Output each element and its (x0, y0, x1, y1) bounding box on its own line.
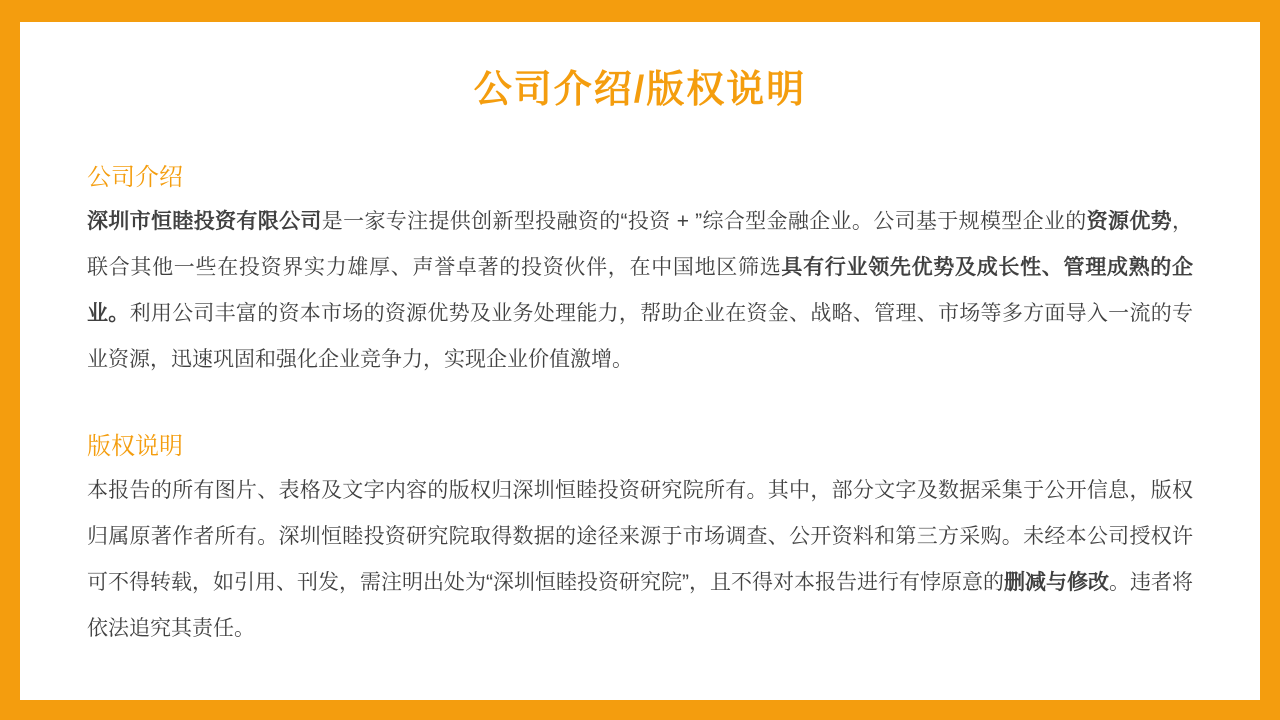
page-title: 公司介绍/版权说明 (473, 69, 807, 111)
copyright-paragraph (87, 468, 1193, 652)
text-run: 。违者将依法追究其责任。 (87, 570, 1194, 640)
section-heading-company-intro: 公司介绍 (87, 163, 183, 191)
section-company-intro (87, 162, 1193, 383)
text-run: 利用公司丰富的资本市场的资源优势及业务处理能力，帮助企业在资金、战略、管理、市场等多方面导入一流的专业资源，迅速巩固和强化企业竞争力，实现企业价值激增。 (87, 301, 1194, 371)
text-run: 具有行业领先优势及成长性、管理成熟的企业。 (87, 255, 1194, 325)
company-intro-paragraph (87, 199, 1193, 383)
text-run: ，联合其他一些在投资界实力雄厚、声誉卓著的投资伙伴，在中国地区筛选 (87, 209, 1194, 279)
slide-content (20, 162, 1260, 652)
text-run: 深圳市恒睦投资有限公司 (87, 209, 322, 233)
text-run: 删减与修改 (1004, 570, 1110, 594)
section-copyright (87, 431, 1193, 652)
text-run: 是一家专注提供创新型投融资的“投资 + ”综合型金融企业。公司基于规模型企业的 (321, 209, 1087, 233)
section-heading-copyright: 版权说明 (87, 432, 183, 460)
text-run: 资源优势 (1086, 209, 1173, 233)
text-run: 本报告的所有图片、表格及文字内容的版权归深圳恒睦投资研究院所有。其中，部分文字及数据采集于公开信息，版权归属原著作者所有。深圳恒睦投资研究院取得数据的途径来源于市场调查、公开资料和第三方采购。未经本公司授权许可不得转载，如引用、刊发，需注明出处为“深圳恒睦投资研究院”，且不得对本报告进行有悖原意的 (87, 478, 1193, 594)
